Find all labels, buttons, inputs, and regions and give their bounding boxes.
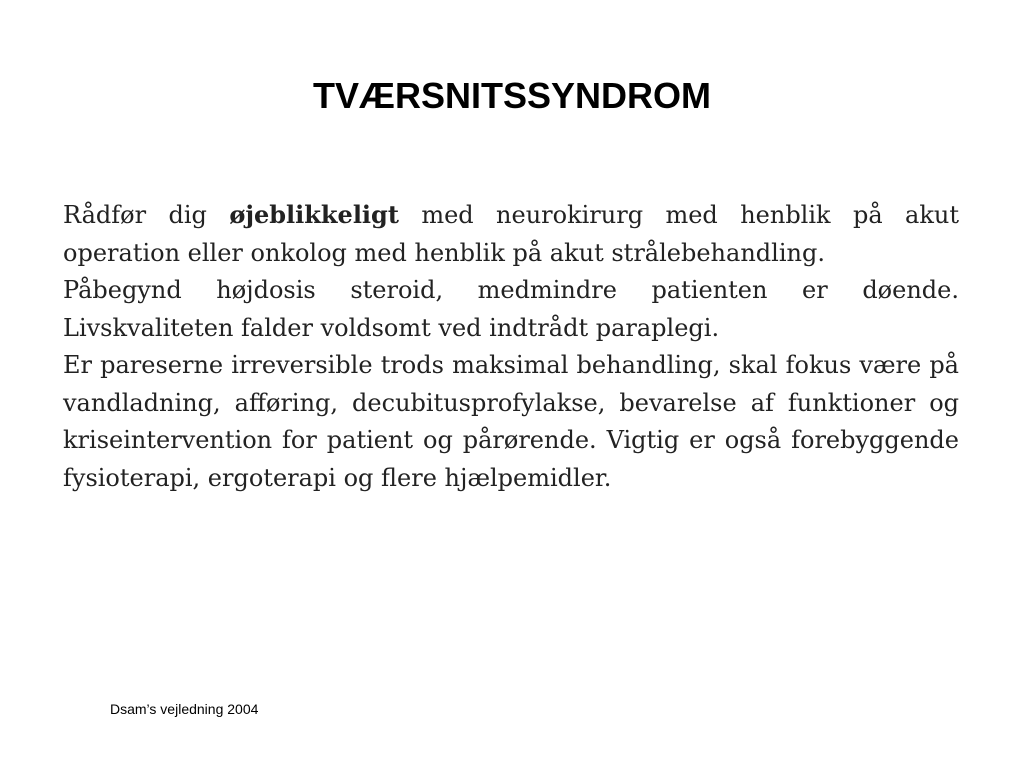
paragraph-consult bbox=[63, 196, 959, 272]
paragraph-paresis: Er pareserne irreversible trods maksimal behandling, skal fokus være på vandladning, afføring, decubitusprofylakse, bevarelse af funktioner og kriseintervention for patient og pårørende. Vigtig er også forebyggende fysioterapi, ergoterapi og flere hjælpemidler. bbox=[63, 351, 959, 492]
body-text bbox=[63, 196, 959, 497]
slide-title: TVÆRSNITSSYNDROM bbox=[312, 75, 712, 116]
emphasis-immediately: øjeblikkeligt bbox=[229, 200, 399, 229]
paragraph-consult-end: med neurokirurg med henblik på akut operation eller onkolog med henblik på akut strålebehandling. bbox=[63, 201, 959, 267]
paragraph-consult-start: Rådfør dig bbox=[63, 201, 230, 229]
paragraph-steroid: Påbegynd højdosis steroid, medmindre patienten er døende. Livskvaliteten falder voldsomt ved indtrådt paraplegi. bbox=[63, 276, 959, 342]
source-citation: Dsam’s vejledning 2004 bbox=[110, 701, 259, 717]
